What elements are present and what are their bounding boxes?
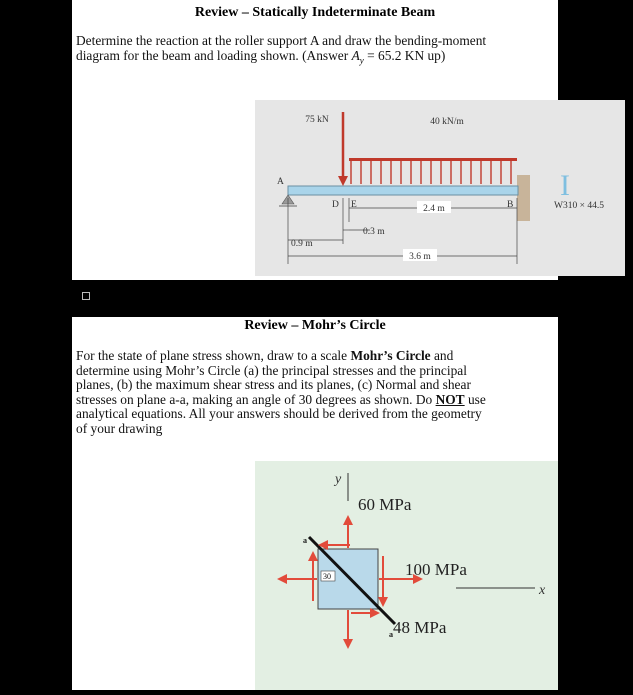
mohr-line1-pre: For the state of plane stress shown, draw to a scale bbox=[76, 348, 351, 363]
mohr-line-5: analytical equations. All your answers should be derived from the geometry bbox=[76, 406, 482, 422]
mohr-line-6: of your drawing bbox=[76, 420, 163, 436]
mohr-line1-post: and bbox=[430, 348, 454, 363]
beam-diagram bbox=[255, 100, 625, 276]
load-top-line bbox=[349, 158, 517, 161]
beam-problem-line-2 bbox=[76, 49, 552, 68]
dim-0-9: 0.9 m bbox=[291, 239, 313, 249]
mohr-review-panel bbox=[72, 317, 558, 690]
point-d-label: D bbox=[332, 200, 339, 210]
i-beam-icon: I bbox=[560, 169, 570, 202]
point-b-label: B bbox=[507, 200, 514, 210]
tau-label: 48 MPa bbox=[393, 618, 447, 637]
checkbox[interactable] bbox=[82, 292, 90, 300]
x-axis-label: x bbox=[539, 583, 546, 598]
mohr-stress-figure bbox=[255, 461, 558, 690]
dim-3-6: 3.6 m bbox=[409, 252, 431, 262]
dist-load-arrows bbox=[351, 160, 511, 184]
dim-2-4: 2.4 m bbox=[423, 204, 445, 214]
answer-value: = 65.2 KN up) bbox=[363, 47, 446, 63]
mohr-line-2: determine using Mohr’s Circle (a) the principal stresses and the principal bbox=[76, 362, 467, 378]
mohr-circle-bold: Mohr’s Circle bbox=[350, 348, 431, 363]
answer-subscript: y bbox=[359, 55, 364, 66]
beam-figure bbox=[255, 100, 625, 276]
beam-problem-line-1: Determine the reaction at the roller support A and draw the bending-moment bbox=[76, 33, 487, 48]
section-label: W310 × 44.5 bbox=[554, 201, 604, 211]
beam-review-panel bbox=[72, 0, 604, 280]
dimension-lines bbox=[288, 198, 517, 264]
point-load-arrowhead bbox=[338, 176, 348, 186]
sigma-x-label: 100 MPa bbox=[405, 560, 467, 579]
answer-variable: A bbox=[351, 47, 360, 63]
mohr-review-title: Review – Mohr’s Circle bbox=[244, 318, 386, 333]
dim-0-3: 0.3 m bbox=[363, 227, 385, 237]
not-emphasis: NOT bbox=[435, 391, 465, 407]
angle-label: 30 bbox=[323, 572, 331, 581]
sigma-y-label: 60 MPa bbox=[358, 495, 412, 514]
dist-load-label: 40 kN/m bbox=[430, 117, 464, 127]
plane-a-top-label: a bbox=[303, 536, 307, 545]
mohr-line-3: planes, (b) the maximum shear stress and its planes, (c) Normal and shear bbox=[76, 377, 471, 393]
point-e-label: E bbox=[351, 200, 357, 210]
mohr-line4-pre: stresses on plane a-a, making an angle of 30 degrees as shown. Do bbox=[76, 391, 436, 407]
beam-line2-pre: diagram for the beam and loading shown. (Answer bbox=[76, 47, 352, 63]
beam-review-title: Review – Statically Indeterminate Beam bbox=[194, 5, 436, 20]
mohr-line-4 bbox=[76, 393, 552, 408]
beam-problem-text bbox=[76, 34, 552, 68]
mohr-line4-post: use bbox=[464, 391, 486, 407]
mohr-line-1 bbox=[76, 349, 552, 364]
fixed-wall bbox=[517, 175, 530, 221]
point-load-label: 75 kN bbox=[305, 115, 329, 125]
y-axis-label: y bbox=[335, 472, 342, 487]
mohr-problem-text bbox=[76, 349, 552, 437]
plane-a-bottom-label: a bbox=[389, 630, 393, 639]
point-a-label: A bbox=[277, 177, 284, 187]
beam-body bbox=[288, 186, 518, 195]
stress-element-diagram bbox=[255, 461, 558, 690]
